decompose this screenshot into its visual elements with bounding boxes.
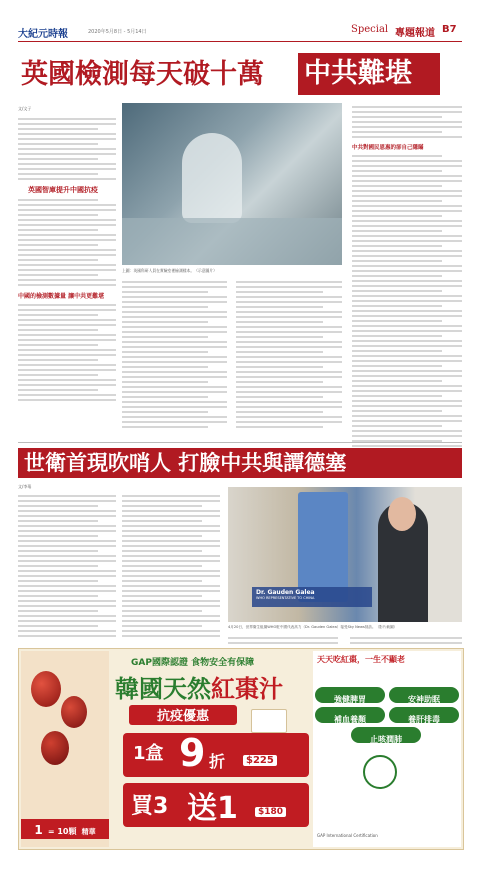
benefit-item [351,727,421,743]
jujube-fruit-illustration-3 [41,731,69,765]
story2-column-2 [122,492,220,642]
benefit-item [389,707,459,723]
benefit-item [315,707,385,723]
jujube-fruit-illustration [31,671,61,707]
masthead-rule [18,41,462,42]
deal1-box-label: 1盒 [133,743,164,764]
masthead [18,25,462,41]
left-formula-a: 1 [34,823,43,837]
benefit-item [389,687,459,703]
lab-bench [122,218,342,265]
ad-footer: GAP International Certification [317,833,378,838]
story2-headline: 世衛首現吹哨人 打臉中共與譚德塞 [24,450,347,475]
name-lower-third [252,587,372,607]
issue-date: 2020年5月8日 - 5月14日 [88,29,147,35]
left-formula-c: 精華 [81,828,96,836]
story1-lab-photo [122,103,342,265]
story2-column-4 [350,634,462,644]
person-head [388,497,416,531]
lower-third-title: WHO REPRESENTATIVE TO CHINA [256,596,315,600]
story2-photo-caption: 4月20日，世界衛生組織WHO駐中國代表高力（Dr. Gauden Galea）接受Sky News採訪。（影片截圖） [228,625,398,629]
lab-worker-figure [182,133,242,223]
subhead-3: 中共對國民恩惠的卻自己隱瞞 [352,145,424,151]
story1-column-1 [18,115,116,435]
benefit-label: 安神助眠 [408,695,440,704]
deal2-price: $180 [255,807,286,817]
story2-headline-bar [18,448,462,478]
story1-column-3 [236,278,342,438]
certification-logo [363,755,397,789]
left-formula-b: = 10顆 [47,827,77,836]
deal2-get: 送1 [187,791,238,826]
benefit-label: 強健脾胃 [334,695,366,704]
story-divider [18,442,462,443]
subhead-1: 英國智庫提升中國抗疫 [28,186,98,194]
deal1-price: $225 [243,755,277,766]
ad-promo: 抗疫優惠 [156,709,209,724]
benefit-item [315,687,385,703]
story1-byline: 文/文子 [18,106,32,111]
deal1-unit: 折 [209,752,226,771]
paper-name: 大紀元時報 [18,29,68,40]
section-label: Special [351,24,389,35]
deal-2-box [123,783,309,827]
deal1-discount: 9 [179,731,206,775]
headline-text-right: 中共難堪 [304,58,412,89]
story1-headline-left [20,53,302,97]
un-flag [298,492,348,602]
headline-text: 英國檢測每天破十萬 [21,59,264,90]
ad-left-panel [21,651,109,847]
jujube-fruit-illustration-2 [61,696,87,728]
bottle-illustration [251,709,287,733]
story1-column-4 [352,103,462,438]
benefit-label: 止咳潤肺 [370,735,402,744]
lower-third-name: Dr. Gauden Galea [256,589,315,596]
story2-column-3 [228,634,338,644]
ad-right-title: 天天吃紅棗，一生不顯老 [317,655,405,664]
page-number: B7 [442,24,457,35]
ad-product-b: 紅棗汁 [211,674,283,703]
benefit-label: 養肝排毒 [408,715,440,724]
subhead-2: 中國的檢測數據量 讓中共更難堪 [18,293,105,300]
section-zh-label: 專題報道 [395,28,435,39]
ad-top-line: GAP國際認證 食物安全有保障 [131,658,255,668]
ad-block [18,648,464,850]
story2-column-1 [18,492,116,642]
story2-interview-photo [228,487,462,622]
story1-headline-right [298,53,440,95]
story1-column-2 [122,278,227,438]
benefit-label: 補血養顏 [334,715,366,724]
deal-1-box [123,733,309,777]
left-formula [21,819,109,839]
ad-right-panel [313,651,461,847]
deal2-buy: 買3 [131,794,169,819]
ad-product-name [115,669,283,704]
ad-product-a: 韓國天然 [115,674,211,703]
ad-promo-badge [129,705,237,725]
story1-photo-caption: 上圖：英國科研人員在實驗室裡檢測樣本。（示意圖片） [122,268,217,273]
story2-byline: 文/李瑤 [18,484,32,489]
